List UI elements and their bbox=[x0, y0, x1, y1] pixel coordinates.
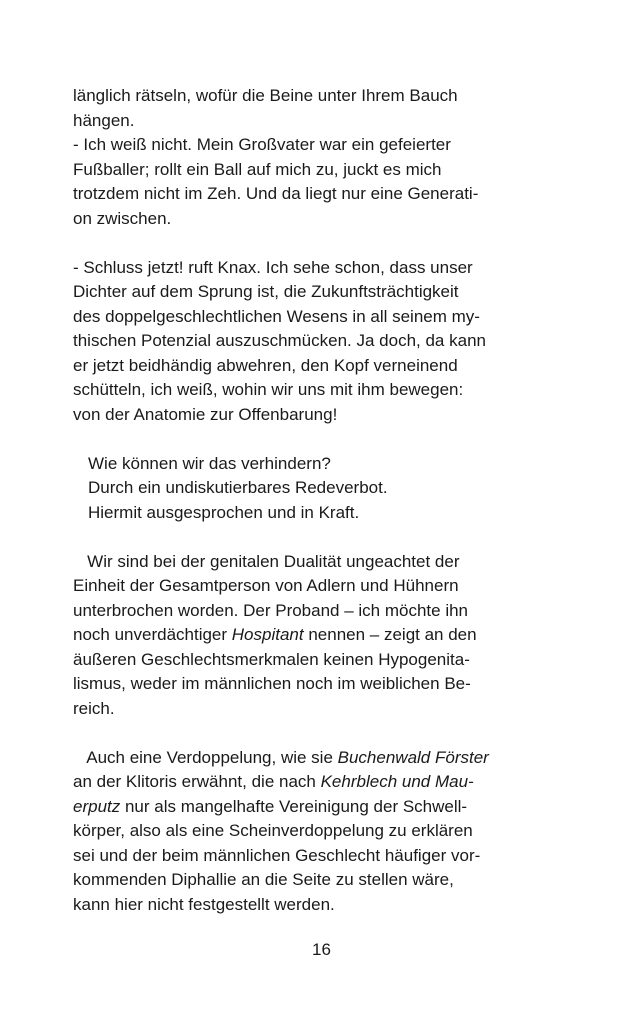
text-segment: an der Klitoris erwähnt, die nach bbox=[73, 772, 321, 791]
paragraph-gap bbox=[73, 525, 533, 550]
text-line bbox=[73, 697, 533, 722]
text-segment: Auch eine Verdoppelung, wie sie bbox=[73, 747, 338, 767]
italic-text: Kehrblech und Mau- bbox=[320, 772, 474, 791]
text-segment: länglich rätseln, wofür die Beine unter Ihrem Bauch bbox=[73, 86, 458, 105]
text-segment: hängen. bbox=[73, 110, 135, 130]
text-line bbox=[73, 746, 533, 771]
text-line bbox=[73, 770, 533, 795]
text-segment: von der Anatomie zur Offenbarung! bbox=[73, 404, 338, 424]
text-segment: schütteln, ich weiß, wohin wir uns mit ihm bewegen: bbox=[73, 380, 464, 399]
text-line bbox=[73, 403, 533, 428]
text-segment: thischen Potenzial auszuschmücken. Ja doch, da kann bbox=[73, 331, 486, 350]
text-line bbox=[73, 354, 533, 379]
text-segment: kann hier nicht festgestellt werden. bbox=[73, 894, 335, 914]
text-segment: äußeren Geschlechtsmerkmalen keinen Hypogenita- bbox=[73, 649, 470, 669]
italic-text: Buchenwald Förster bbox=[337, 747, 489, 767]
text-segment: - Ich weiß nicht. Mein Großvater war ein gefeierter bbox=[73, 135, 451, 154]
text-line bbox=[73, 378, 533, 403]
paragraph bbox=[73, 746, 533, 918]
text-line bbox=[73, 256, 533, 281]
text-line bbox=[73, 574, 533, 599]
text-line bbox=[73, 550, 533, 575]
text-line bbox=[73, 893, 533, 918]
text-line bbox=[73, 182, 533, 207]
text-line bbox=[88, 501, 533, 526]
text-line bbox=[73, 672, 533, 697]
italic-text: Hospitant bbox=[231, 625, 304, 644]
text-line bbox=[73, 599, 533, 624]
paragraph-gap bbox=[73, 721, 533, 746]
paragraph-gap bbox=[73, 231, 533, 256]
text-line bbox=[73, 280, 533, 305]
text-segment: körper, also als eine Scheinverdoppelung zu erklären bbox=[73, 821, 473, 840]
text-line bbox=[88, 476, 533, 501]
italic-text: erputz bbox=[73, 796, 121, 816]
text-segment: Dichter auf dem Sprung ist, die Zukunftsträchtigkeit bbox=[73, 282, 459, 301]
text-segment: Wie können wir das verhindern? bbox=[88, 453, 331, 473]
text-line bbox=[73, 207, 533, 232]
text-segment: on zwischen. bbox=[73, 208, 172, 228]
text-line bbox=[88, 452, 533, 477]
text-segment: nennen – zeigt an den bbox=[303, 625, 477, 644]
text-segment: unterbrochen worden. Der Proband – ich möchte ihn bbox=[73, 600, 469, 620]
text-segment: er jetzt beidhändig abwehren, den Kopf verneinend bbox=[73, 355, 458, 375]
text-segment: sei und der beim männlichen Geschlecht häufiger vor- bbox=[73, 845, 481, 865]
text-segment: nur als mangelhafte Vereinigung der Schwell- bbox=[120, 796, 468, 816]
text-segment: Durch ein undiskutierbares Redeverbot. bbox=[88, 478, 388, 497]
text-line bbox=[73, 795, 533, 820]
text-line bbox=[73, 648, 533, 673]
text-line bbox=[73, 158, 533, 183]
text-segment: Hiermit ausgesprochen und in Kraft. bbox=[88, 502, 360, 522]
text-line bbox=[73, 819, 533, 844]
text-segment: Einheit der Gesamtperson von Adlern und Hühnern bbox=[73, 576, 459, 595]
text-line bbox=[73, 133, 533, 158]
text-line bbox=[73, 868, 533, 893]
text-segment: kommenden Diphallie an die Seite zu stellen wäre, bbox=[73, 870, 454, 889]
text-segment: lismus, weder im männlichen noch im weiblichen Be- bbox=[73, 674, 471, 693]
text-segment: Fußballer; rollt ein Ball auf mich zu, juckt es mich bbox=[73, 159, 442, 179]
text-line bbox=[73, 844, 533, 869]
paragraph bbox=[73, 256, 533, 428]
text-line bbox=[73, 109, 533, 134]
paragraph bbox=[73, 452, 533, 526]
paragraph bbox=[73, 550, 533, 722]
text-line bbox=[73, 329, 533, 354]
text-segment: noch unverdächtiger bbox=[73, 625, 232, 644]
paragraph-gap bbox=[73, 427, 533, 452]
page-number: 16 bbox=[312, 940, 331, 959]
text-segment: des doppelgeschlechtlichen Wesens in all seinem my- bbox=[73, 306, 480, 326]
text-line bbox=[73, 305, 533, 330]
text-segment: - Schluss jetzt! ruft Knax. Ich sehe schon, dass unser bbox=[73, 257, 473, 277]
text-segment: Wir sind bei der genitalen Dualität ungeachtet der bbox=[73, 551, 460, 571]
book-page-text bbox=[73, 84, 533, 917]
text-line bbox=[73, 623, 533, 648]
text-segment: reich. bbox=[73, 698, 115, 718]
paragraph bbox=[73, 84, 533, 231]
text-line bbox=[73, 84, 533, 109]
text-segment: trotzdem nicht im Zeh. Und da liegt nur eine Generati- bbox=[73, 184, 479, 203]
